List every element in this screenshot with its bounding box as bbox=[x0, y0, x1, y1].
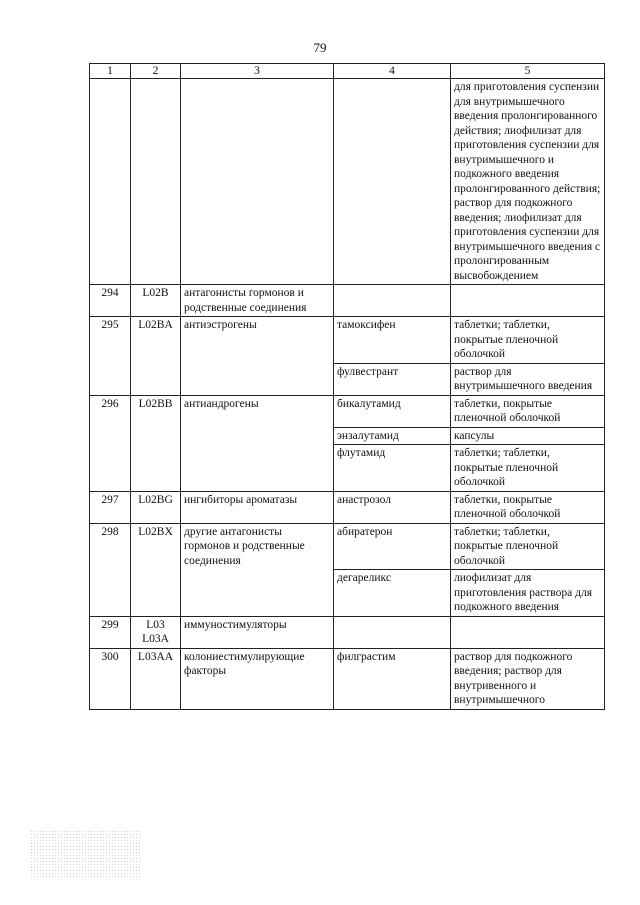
drug-name bbox=[334, 285, 451, 317]
drug-name: дегареликс bbox=[334, 570, 451, 617]
drug-name: тамоксифен bbox=[334, 317, 451, 364]
drug-name bbox=[334, 79, 451, 285]
group-name bbox=[181, 79, 334, 285]
table-row bbox=[90, 395, 605, 427]
atc-code: L02BA bbox=[131, 317, 181, 396]
group-name: ингибиторы ароматазы bbox=[181, 491, 334, 523]
drug-name: анастрозол bbox=[334, 491, 451, 523]
atc-code: L03AA bbox=[131, 648, 181, 709]
dosage-form: таблетки; таблетки, покрытые пленочной оболочкой bbox=[451, 523, 605, 570]
column-header-1: 1 bbox=[90, 64, 131, 79]
dosage-form: таблетки, покрытые пленочной оболочкой bbox=[451, 395, 605, 427]
table-row bbox=[90, 616, 605, 648]
drug-name: флутамид bbox=[334, 445, 451, 492]
group-name: колониестимулирующие факторы bbox=[181, 648, 334, 709]
table-row bbox=[90, 317, 605, 364]
row-number: 299 bbox=[90, 616, 131, 648]
table-row bbox=[90, 491, 605, 523]
group-name: другие антагонисты гормонов и родственные соединения bbox=[181, 523, 334, 616]
dosage-form: раствор для подкожного введения; раствор для внутривенного и внутримышечного bbox=[451, 648, 605, 709]
drug-name: бикалутамид bbox=[334, 395, 451, 427]
atc-code bbox=[131, 79, 181, 285]
table-row bbox=[90, 648, 605, 709]
column-header-4: 4 bbox=[334, 64, 451, 79]
drug-name: фулвестрант bbox=[334, 363, 451, 395]
atc-code: L03 L03A bbox=[131, 616, 181, 648]
drug-name bbox=[334, 616, 451, 648]
dosage-form bbox=[451, 285, 605, 317]
table-row bbox=[90, 79, 605, 285]
row-number: 295 bbox=[90, 317, 131, 396]
group-name: антиандрогены bbox=[181, 395, 334, 491]
dosage-form: для приготовления суспензии для внутримышечного введения пролонгированного действия; лиофилизат для приготовления суспензии для внутримышечного и подкожного введения пролонгированного действия; раствор для подкожного введения; лиофилизат для приготовления суспензии для внутримышечного введения с пролонгированным высвобождением bbox=[451, 79, 605, 285]
faded-stamp bbox=[30, 830, 142, 878]
table-row bbox=[90, 285, 605, 317]
atc-code: L02BB bbox=[131, 395, 181, 491]
table-row bbox=[90, 523, 605, 570]
atc-code: L02B bbox=[131, 285, 181, 317]
group-name: иммуностимуляторы bbox=[181, 616, 334, 648]
row-number: 300 bbox=[90, 648, 131, 709]
row-number: 298 bbox=[90, 523, 131, 616]
group-name: антиэстрогены bbox=[181, 317, 334, 396]
atc-code: L02BX bbox=[131, 523, 181, 616]
atc-code: L02BG bbox=[131, 491, 181, 523]
group-name: антагонисты гормонов и родственные соединения bbox=[181, 285, 334, 317]
dosage-form: таблетки; таблетки, покрытые пленочной оболочкой bbox=[451, 445, 605, 492]
dosage-form: капсулы bbox=[451, 427, 605, 445]
drug-name: энзалутамид bbox=[334, 427, 451, 445]
dosage-form: таблетки; таблетки, покрытые пленочной оболочкой bbox=[451, 317, 605, 364]
row-number: 296 bbox=[90, 395, 131, 491]
column-header-5: 5 bbox=[451, 64, 605, 79]
dosage-form: таблетки, покрытые пленочной оболочкой bbox=[451, 491, 605, 523]
drug-name: филграстим bbox=[334, 648, 451, 709]
dosage-form bbox=[451, 616, 605, 648]
row-number: 294 bbox=[90, 285, 131, 317]
column-header-3: 3 bbox=[181, 64, 334, 79]
row-number bbox=[90, 79, 131, 285]
drug-name: абиратерон bbox=[334, 523, 451, 570]
dosage-form: раствор для внутримышечного введения bbox=[451, 363, 605, 395]
table-body bbox=[90, 79, 605, 710]
column-header-2: 2 bbox=[131, 64, 181, 79]
row-number: 297 bbox=[90, 491, 131, 523]
drug-table bbox=[89, 63, 605, 710]
dosage-form: лиофилизат для приготовления раствора для подкожного введения bbox=[451, 570, 605, 617]
table-header-row bbox=[90, 64, 605, 79]
page-number: 79 bbox=[313, 40, 327, 55]
